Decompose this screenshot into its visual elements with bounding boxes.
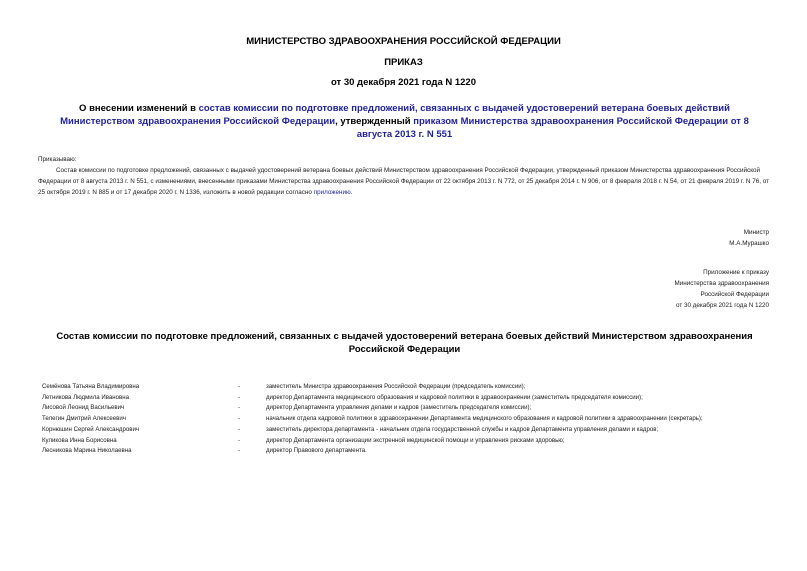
member-role: директор Департамента медицинского образования и кадровой политики в здравоохранении (заместитель председателя комиссии); <box>266 393 643 401</box>
member-role: заместитель директора департамента - начальник отдела государственной службы и кадров Департамента управления делами и кадров; <box>266 425 659 433</box>
order-intro: Приказываю: <box>38 156 77 163</box>
title-link-order-551[interactable]: приказом Министерства здравоохранения Российской Федерации от 8 августа 2013 г. N 551 <box>356 116 749 140</box>
order-text-end: . <box>350 189 353 196</box>
member-role: директор Департамента организации экстренной медицинской помощи и управления рисками здоровью; <box>266 436 565 444</box>
member-dash: - <box>238 404 241 412</box>
appendix-line-3: Российской Федерации <box>700 291 769 298</box>
document-date-number: от 30 декабря 2021 года N 1220 <box>330 77 476 88</box>
member-name: Летникова Людмила Ивановна <box>42 393 130 401</box>
document-type: ПРИКАЗ <box>384 57 423 68</box>
ministry-heading: МИНИСТЕРСТВО ЗДРАВООХРАНЕНИЯ РОССИЙСКОЙ ФЕДЕРАЦИИ <box>246 36 561 47</box>
title-text-part2: , утвержденный <box>335 116 414 127</box>
member-name: Семёнова Татьяна Владимировна <box>42 383 140 390</box>
member-role: директор Департамента управления делами и кадров (заместитель председателя комиссии); <box>266 404 532 412</box>
member-name: Телегин Дмитрий Алексеевич <box>42 415 126 423</box>
member-dash: - <box>238 415 241 423</box>
composition-title: Состав комиссии по подготовке предложений, связанных с выдачей удостоверений ветерана боевых действий Министерством здравоохранения Российской Федерации <box>56 331 753 355</box>
member-dash: - <box>238 393 241 401</box>
member-role: директор Правового департамента. <box>266 447 367 455</box>
order-text: Состав комиссии по подготовке предложений, связанных с выдачей удостоверений ветерана боевых действий Министерством здравоохранения Российской Федерации, утвержденный приказом Министерства здравоохранения Российской Федерации от 8 августа 2013 г. N 551, с изменениями, внесенными приказами Министерства здравоохранения Российской Федерации от 22 октября 2013 г. N 772, от 25 декабря 2014 г. N 906, от 8 февраля 2018 г. N 54, от 21 февраля 2019 г. N 76, от 25 октября 2019 г. N 885 и от 17 декабря 2020 г. N 1336, изложить в новой редакции согласно <box>38 167 769 196</box>
member-dash: - <box>238 447 241 455</box>
member-dash: - <box>238 425 241 433</box>
title-text-part1: О внесении изменений в <box>79 103 199 114</box>
order-paragraph <box>38 165 770 198</box>
document-title <box>52 102 757 141</box>
title-link-composition[interactable]: состав комиссии по подготовке предложений, связанных с выдачей удостоверений ветерана боевых действий Министерством здравоохранения Российской Федерации <box>60 103 730 127</box>
appendix-line-1: Приложение к приказу <box>703 269 769 276</box>
signature-position: Министр <box>743 229 769 236</box>
member-dash: - <box>238 436 241 444</box>
signature-name: М.А.Мурашко <box>729 240 769 247</box>
member-name: Лисовой Леонид Васильевич <box>42 404 125 412</box>
member-name: Лесникова Марина Николаевна <box>42 447 132 455</box>
member-role: заместитель Министра здравоохранения Российской Федерации (председатель комиссии); <box>266 383 526 390</box>
appendix-line-4: от 30 декабря 2021 года N 1220 <box>675 302 769 309</box>
member-dash: - <box>238 383 241 390</box>
appendix-link[interactable]: приложению <box>313 189 351 196</box>
member-name: Куликова Инна Борисовна <box>42 436 117 444</box>
appendix-line-2: Министерства здравоохранения <box>674 280 769 287</box>
member-name: Корнюшин Сергей Александрович <box>42 425 140 433</box>
member-role: начальник отдела кадровой политики в здравоохранении Департамента медицинского образования и кадровой политики в здравоохранении (секретарь); <box>266 415 703 423</box>
